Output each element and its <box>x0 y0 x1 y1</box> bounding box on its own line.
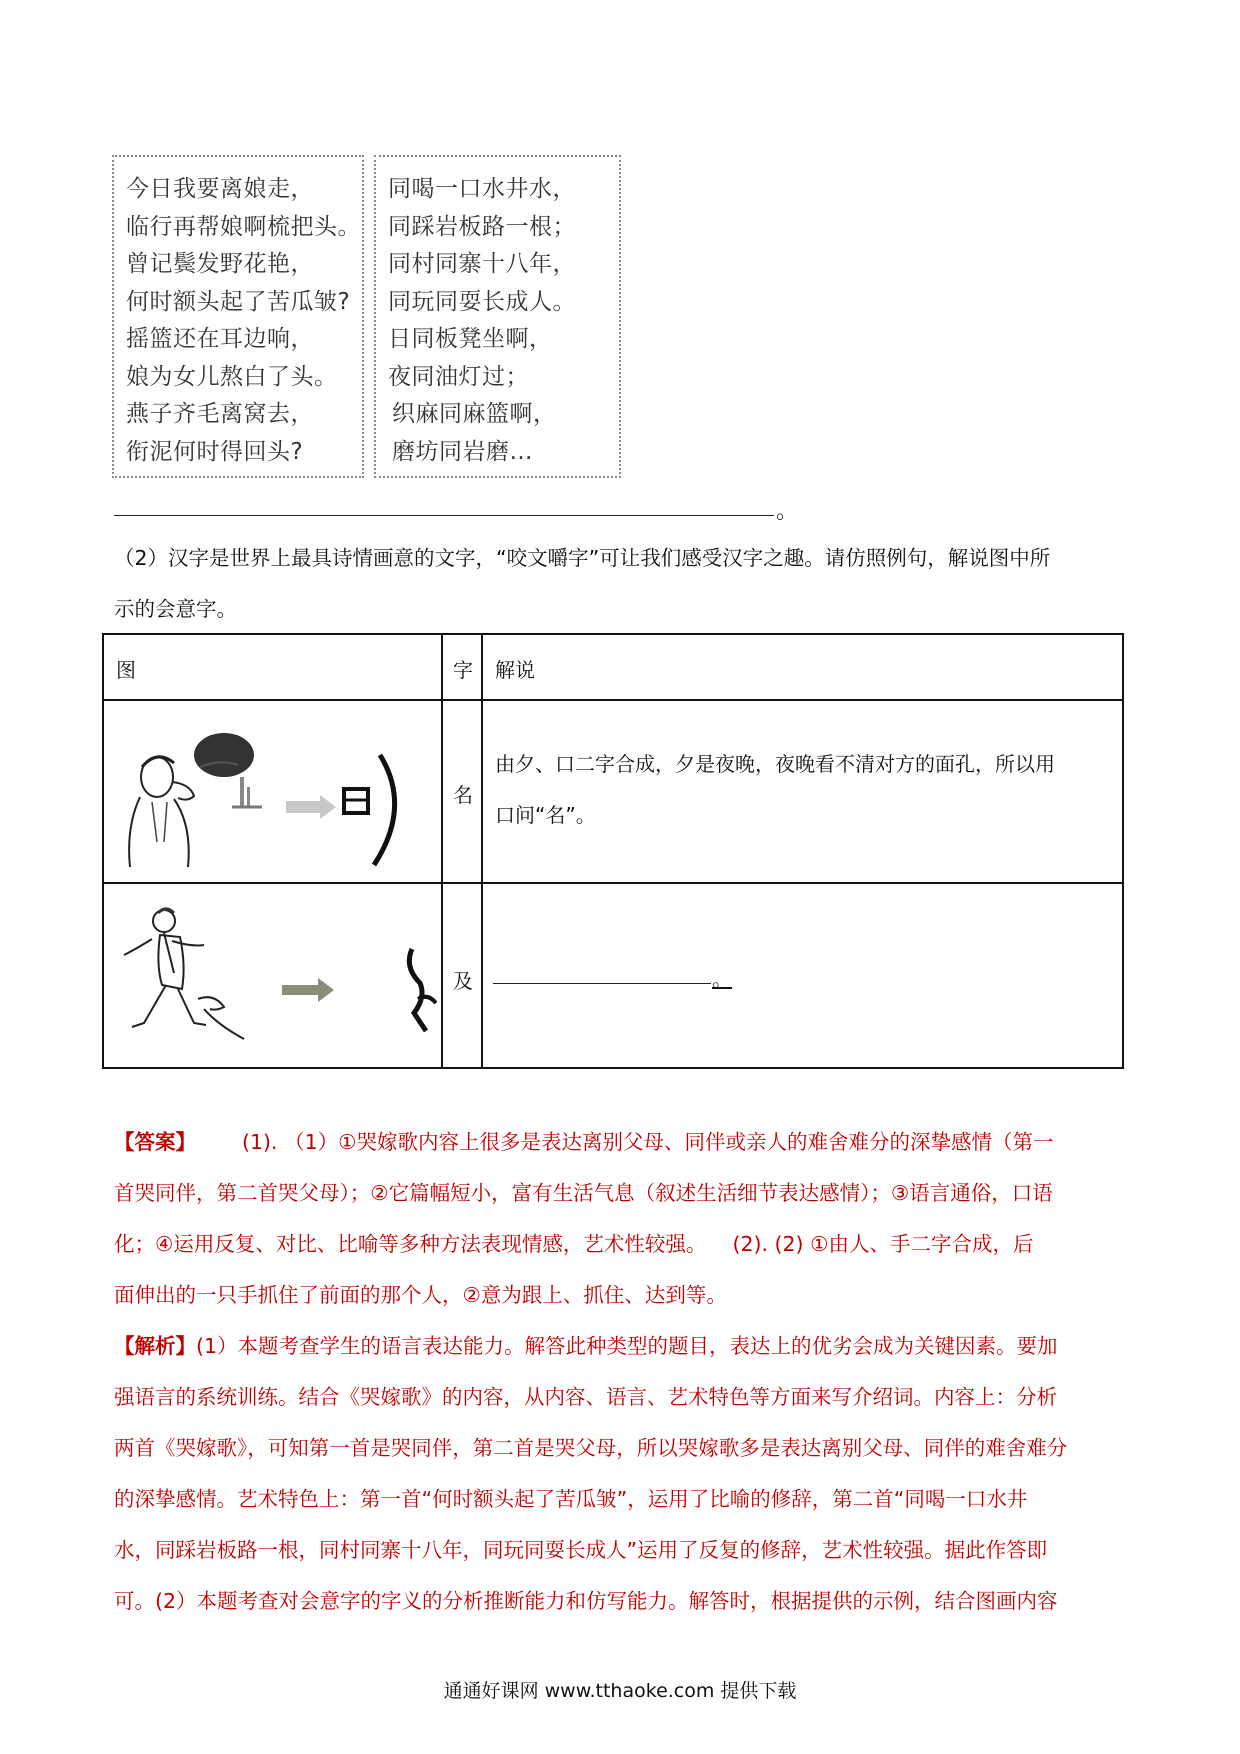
poem-box-left <box>112 155 364 478</box>
row1-char: 名 <box>453 783 473 807</box>
poem-line: 燕子齐毛离窝去， <box>126 401 314 427</box>
poem-line: 同村同寨十八年， <box>388 251 576 277</box>
ming-illustration <box>112 707 437 879</box>
analysis-line-4: 的深挚感情。艺术特色上：第一首“何时额头起了苦瓜皱”，运用了比喻的修辞，第二首“同喝一口水井 <box>114 1487 1028 1511</box>
question-2-line2: 示的会意字。 <box>114 597 237 621</box>
ji-illustration <box>112 891 437 1067</box>
header-explain: 解说 <box>495 658 535 682</box>
answer-text-1: (1). （1）①哭嫁歌内容上很多是表达离别父母、同伴或亲人的难舍难分的深挚感情（第一 <box>242 1130 1054 1154</box>
header-image: 图 <box>116 658 136 682</box>
person-moon-picture <box>112 707 437 879</box>
analysis-tag: 【解析】 <box>114 1334 196 1358</box>
question-2-line1: （2）汉字是世界上最具诗情画意的文字，“咬文嚼字”可让我们感受汉字之趣。请仿照例句，解说图中所 <box>114 546 1051 570</box>
row2-blank-end: 。 <box>712 967 732 991</box>
poem-line: 何时额头起了苦瓜皱? <box>126 288 351 315</box>
poem-line: 摇篮还在耳边响， <box>126 326 314 352</box>
poem-line: 同喝一口水井水， <box>388 176 576 202</box>
row2-char: 及 <box>453 969 473 993</box>
poem-line: 织麻同麻篮啊， <box>392 401 557 427</box>
poem-line: 夜同油灯过； <box>388 363 529 390</box>
answer-line-2: 首哭同伴，第二首哭父母）；②它篇幅短小，富有生活气息（叙述生活细节表达感情）；③语言通俗，口语 <box>114 1181 1053 1205</box>
ideogram-table <box>102 633 1124 1069</box>
header-char: 字 <box>453 658 473 682</box>
answer-tag: 【答案】 <box>114 1130 196 1154</box>
poem-line: 曾记鬓发野花艳， <box>126 251 314 277</box>
analysis-line-2: 强语言的系统训练。结合《哭嫁歌》的内容，从内容、语言、艺术特色等方面来写介绍词。内容上：分析 <box>114 1385 1057 1409</box>
poem-line: 日同板凳坐啊， <box>388 326 553 352</box>
analysis-line-6: 可。(2）本题考查对会意字的字义的分析推断能力和仿写能力。解答时，根据提供的示例，结合图画内容 <box>114 1589 1058 1613</box>
analysis-line-1 <box>114 1321 1134 1372</box>
poem-line: 今日我要离娘走， <box>126 176 314 202</box>
row1-explain-line2: 口问“名”。 <box>495 803 596 827</box>
answer-line-4: 面伸出的一只手抓住了前面的那个人，②意为跟上、抓住、达到等。 <box>114 1283 727 1307</box>
grab-person-picture <box>112 891 437 1067</box>
poem-box-right <box>374 155 621 478</box>
answer-line-1 <box>114 1117 1134 1168</box>
analysis-line-3: 两首《哭嫁歌》，可知第一首是哭同伴，第二首是哭父母，所以哭嫁歌多是表达离别父母、同伴的难舍难分 <box>114 1436 1068 1460</box>
poem-line: 同踩岩板路一根； <box>388 213 576 240</box>
poem-line: 磨坊同岩磨… <box>392 438 533 465</box>
blank-end-mark: 。 <box>776 499 799 524</box>
analysis-line-5: 水，同踩岩板路一根，同村同寨十八年，同玩同耍长成人”运用了反复的修辞，艺术性较强。据此作答即 <box>114 1538 1048 1562</box>
page-footer: 通通好课网 www.tthaoke.com 提供下载 <box>443 1680 797 1702</box>
poem-line: 同玩同耍长成人。 <box>388 288 576 315</box>
poem-line: 娘为女儿熬白了头。 <box>126 363 338 390</box>
answer-blank-line[interactable] <box>114 515 774 516</box>
answer-line-3: 化；④运用反复、对比、比喻等多种方法表现情感，艺术性较强。 (2). (2) ①由人、手二字合成，后 <box>114 1232 1034 1256</box>
poem-line: 临行再帮娘啊梳把头。 <box>126 213 361 240</box>
row2-answer-blank[interactable] <box>493 983 711 984</box>
row1-explain-line1: 由夕、口二字合成，夕是夜晚，夜晚看不清对方的面孔，所以用 <box>495 752 1055 776</box>
poem-line: 衔泥何时得回头? <box>126 438 304 465</box>
analysis-text-1: (1）本题考查学生的语言表达能力。解答此种类型的题目，表达上的优劣会成为关键因素。要加 <box>196 1334 1058 1358</box>
